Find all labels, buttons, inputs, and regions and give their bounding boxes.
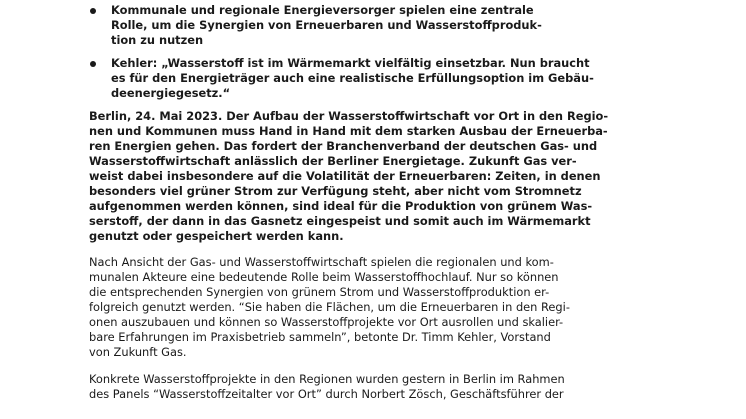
bullet-text-line: deenergiegesetz.“: [111, 86, 231, 100]
lead-line: aufgenommen werden können, sind ideal für die Produktion von grünem Was-: [89, 199, 593, 213]
bullet-text-line: tion zu nutzen: [111, 33, 204, 47]
lead-line: serstoff, der dann in das Gasnetz eingespeist und somit auch im Wärmemarkt: [89, 214, 591, 228]
body-line: folgreich genutzt werden. “Sie haben die Flächen, um die Erneuerbaren in den Regi-: [89, 300, 570, 314]
lead-paragraph: [89, 109, 609, 244]
summary-bullets: [89, 3, 594, 101]
bullet-text-line: Kommunale und regionale Energieversorger spielen eine zentrale: [111, 3, 534, 17]
body-line: munalen Akteure eine bedeutende Rolle beim Wasserstoffhochlauf. Nur so können: [89, 270, 559, 284]
body-paragraph-2: [89, 372, 579, 402]
body-line: Konkrete Wasserstoffprojekte in den Regionen wurden gestern in Berlin im Rahmen: [89, 372, 565, 386]
body-line: von Zukunft Gas.: [89, 345, 187, 359]
lead-line: ren Energien gehen. Das fordert der Branchenverband der deutschen Gas- und: [89, 139, 598, 153]
body-line: des Panels “Wasserstoffzeitalter vor Ort” durch Norbert Zösch, Geschäftsführer der: [89, 387, 564, 401]
bullet-text-line: Kehler: „Wasserstoff ist im Wärmemarkt vielfältig einsetzbar. Nun braucht: [111, 56, 590, 70]
body-line: Nach Ansicht der Gas- und Wasserstoffwirtschaft spielen die regionalen und kom-: [89, 255, 554, 269]
bullet-text-line: es für den Energieträger auch eine realistische Erfüllungsoption im Gebäu-: [111, 71, 594, 85]
lead-line: genutzt oder gespeichert werden kann.: [89, 229, 344, 243]
body-paragraph-1: [89, 255, 579, 360]
bullet-dot-icon: [90, 61, 96, 67]
lead-line: Wasserstoffwirtschaft anlässlich der Berliner Energietage. Zukunft Gas ver-: [89, 154, 577, 168]
body-line: onen auszubauen und können so Wasserstoffprojekte vor Ort ausrollen und skalier-: [89, 315, 564, 329]
lead-line: weist dabei insbesondere auf die Volatilität der Erneuerbaren: Zeiten, in denen: [89, 169, 601, 183]
bullet-text-line: Rolle, um die Synergien von Erneuerbaren und Wasserstoffproduk-: [111, 18, 542, 32]
bullet-dot-icon: [90, 8, 96, 14]
bullet-item: [89, 3, 579, 48]
body-line: die entsprechenden Synergien von grünem Strom und Wasserstoffproduktion er-: [89, 285, 550, 299]
lead-line: besonders viel grüner Strom zur Verfügung steht, aber nicht vom Stromnetz: [89, 184, 582, 198]
body-line: bare Erfahrungen im Praxisbetrieb sammeln”, betonte Dr. Timm Kehler, Vorstand: [89, 330, 551, 344]
lead-line: nen und Kommunen muss Hand in Hand mit dem starken Ausbau der Erneuerba-: [89, 124, 608, 138]
lead-line: Berlin, 24. Mai 2023. Der Aufbau der Wasserstoffwirtschaft vor Ort in den Regio-: [89, 109, 609, 123]
press-release-page: [89, 3, 609, 414]
bullet-item: [89, 56, 594, 101]
